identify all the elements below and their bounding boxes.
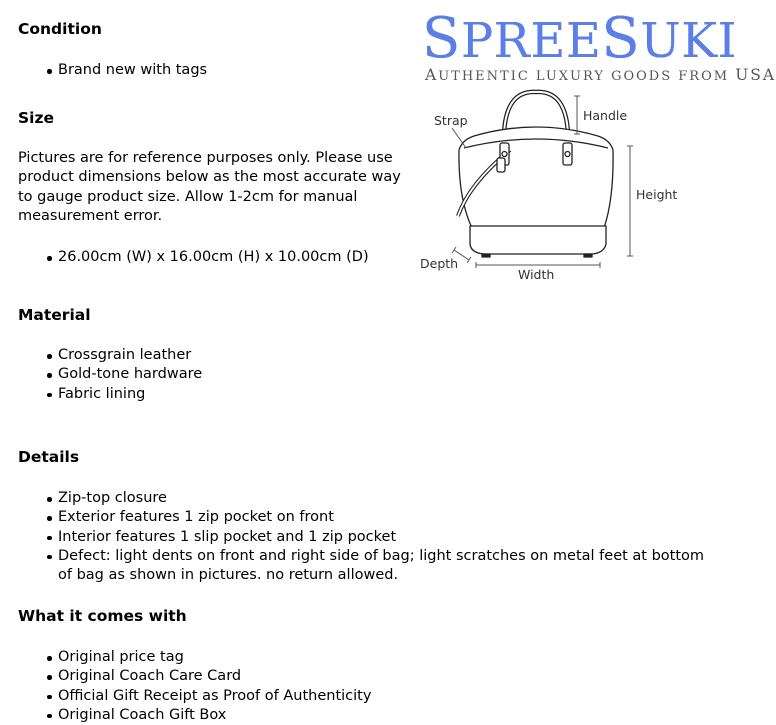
spreesuki-logo xyxy=(422,6,776,84)
bag-dimension-diagram xyxy=(414,88,714,288)
condition-heading: Condition xyxy=(18,20,102,38)
material-list xyxy=(45,346,202,404)
details-list xyxy=(45,489,710,585)
details-heading: Details xyxy=(18,448,80,466)
comes-with-heading: What it comes with xyxy=(18,607,187,625)
handle-label: Handle xyxy=(583,108,628,123)
size-description: Pictures are for reference purposes only. Please use product dimensions below as the most accurate way to gauge product size. Allow 1-2cm for manual measurement error. xyxy=(18,150,401,224)
condition-list xyxy=(45,61,207,80)
list-item: Fabric lining xyxy=(45,385,202,404)
width-label: Width xyxy=(518,267,555,282)
list-item: Original price tag xyxy=(45,648,371,667)
size-list xyxy=(45,248,369,267)
logo-wordmark: SPREESUKI xyxy=(422,6,738,71)
list-item: Zip-top closure xyxy=(45,489,710,508)
size-heading: Size xyxy=(18,109,55,127)
logo-tagline: AUTHENTIC LUXURY GOODS FROM USA xyxy=(425,66,776,84)
comes-with-list xyxy=(45,648,371,725)
list-item: Brand new with tags xyxy=(45,61,207,80)
list-item: Original Coach Care Card xyxy=(45,667,371,686)
depth-label: Depth xyxy=(420,256,459,271)
list-item: Exterior features 1 zip pocket on front xyxy=(45,508,710,527)
list-item: 26.00cm (W) x 16.00cm (H) x 10.00cm (D) xyxy=(45,248,369,267)
list-item: Original Coach Gift Box xyxy=(45,706,371,725)
height-label: Height xyxy=(636,187,678,202)
list-item: Interior features 1 slip pocket and 1 zip pocket xyxy=(45,528,710,547)
strap-label: Strap xyxy=(434,113,468,128)
list-item: Crossgrain leather xyxy=(45,346,202,365)
material-heading: Material xyxy=(18,306,91,324)
list-item: Gold-tone hardware xyxy=(45,365,202,384)
list-item: Defect: light dents on front and right side of bag; light scratches on metal feet at bottom of bag as shown in pictures. no return allowed. xyxy=(45,547,710,586)
list-item: Official Gift Receipt as Proof of Authenticity xyxy=(45,687,371,706)
